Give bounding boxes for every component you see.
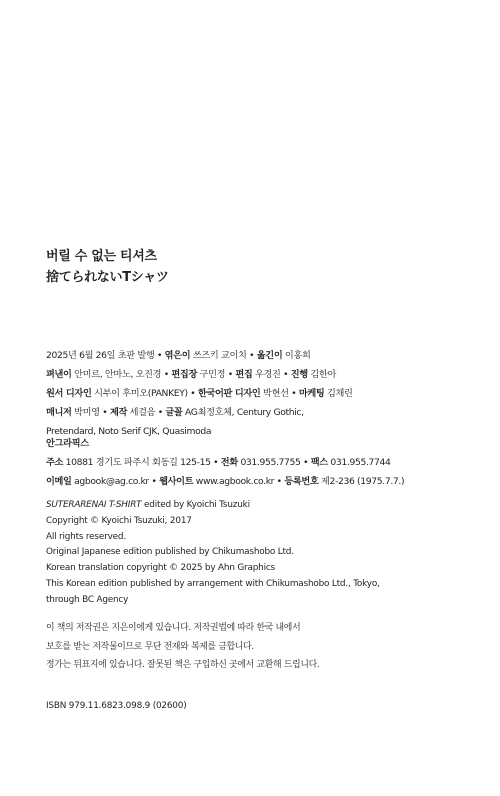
book-title-block [46,248,169,287]
address-label: 주소 [46,457,64,468]
isbn-block [46,697,186,716]
agency-line: through BC Agency [46,594,129,605]
editor-label: 편집 [235,369,253,380]
korean-copyright-line: Korean translation copyright © 2025 by Ahn Graphics [46,563,275,574]
fax: 031.955.7744 [330,457,391,468]
publisher-address-line: 주소 10881 경기도 파주시 회동길 125-15 • 전화 031.955.7755 • 팩스 031.955.7744 [46,457,391,468]
japanese-title: 捨てられないTシャツ [46,270,169,285]
kr-designer: 박현선 [263,388,289,399]
phone-label: 전화 [220,457,238,468]
marketing-person: 김채린 [327,388,353,399]
phone: 031.955.7755 [240,457,301,468]
website: www.agbook.co.kr [195,476,275,487]
chief-editor: 구민정 [199,369,226,380]
font-label: 글꼴 [165,407,183,418]
rights-reserved-line: All rights reserved. [46,531,126,542]
publisher-block [46,435,466,491]
notice-line-1: 이 책의 저작권은 지은이에게 있습니다. 저작권법에 따라 한국 내에서 [46,623,301,633]
author: 쓰즈키 교이치 [192,350,247,361]
translator-label: 옮긴이 [256,350,283,361]
arrangement-line: This Korean edition published by arrangement with Chikumashobo Ltd., Tokyo, [46,578,380,589]
publisher-name: 안그라픽스 [46,438,89,449]
marketing-label: 마케팅 [298,388,325,399]
notice-line-2: 보호를 받는 저작물이므로 무단 전재와 복제를 금합니다. [46,641,254,652]
original-publisher-line: Original Japanese edition published by Chikumashobo Ltd. [46,547,294,558]
isbn: ISBN 979.11.6823.098.9 (02600) [46,701,187,711]
chief-editor-label: 편집장 [171,369,197,380]
copyright-line: Copyright © Kyoichi Tsuzuki, 2017 [46,515,192,526]
orig-design-label: 원서 디자인 [46,388,92,399]
progress-person: 김한아 [310,369,336,380]
publisher-contact-line: 이메일 agbook@ag.co.kr • 웹사이트 www.agbook.co.kr • 등록번호 제2-236 (1975.7.7.) [46,476,405,487]
author-label: 엮은이 [164,350,191,361]
fonts-used: AG최정호체, Century Gothic, [185,407,304,418]
original-title: SUTERARENAI T-SHIRT [46,500,142,510]
kr-design-label: 한국어판 디자인 [197,388,261,399]
production: 세걸음 [129,407,156,418]
editor: 우경진 [254,369,281,380]
email: agbook@ag.co.kr [74,476,149,487]
notice-line-3: 정가는 뒤표지에 있습니다. 잘못된 책은 구입하신 곳에서 교환해 드립니다. [46,660,320,670]
website-label: 웹사이트 [159,476,194,487]
publisher-person: 안미르, 안마노, 오진경 [74,369,162,380]
publish-date: 2025년 6월 26일 초판 발행 [46,350,155,361]
credits-block [46,346,466,441]
orig-designer: 시부이 후미오(PANKEY) [94,388,188,399]
progress-label: 진행 [290,369,308,380]
edited-by: edited by Kyoichi Tsuzuki [141,500,250,510]
manager: 박미영 [74,407,100,418]
email-label: 이메일 [46,476,72,487]
copyright-notice-block [46,619,466,675]
production-label: 제작 [109,407,128,418]
manager-label: 매니저 [46,407,72,418]
address: 10881 경기도 파주시 회동길 125-15 [65,457,211,468]
fonts-used-cont: Pretendard, Noto Serif CJK, Quasimoda [46,426,212,437]
credit-line-3: 원서 디자인 시부이 후미오(PANKEY) • 한국어판 디자인 박현선 • 마케팅 김채린 [46,388,353,399]
credit-line-2: 펴낸이 안미르, 안마노, 오진경 • 편집장 구민정 • 편집 우경진 • 진행 김한아 [46,369,336,380]
publisher-person-label: 펴낸이 [46,369,72,380]
registration-number: 제2-236 (1975.7.7.) [321,476,405,487]
fax-label: 팩스 [310,457,328,468]
korean-title: 버릴 수 없는 티셔츠 [46,249,157,264]
credit-line-1: 2025년 6월 26일 초판 발행 • 엮은이 쓰즈키 교이치 • 옮긴이 이홍희 [46,350,311,361]
rights-block [46,498,466,609]
original-title-line [46,498,466,514]
credit-line-4: 매니저 박미영 • 제작 세걸음 • 글꼴 AG최정호체, Century Gothic, [46,407,304,418]
translator: 이홍희 [284,350,311,361]
registration-label: 등록번호 [284,476,319,487]
